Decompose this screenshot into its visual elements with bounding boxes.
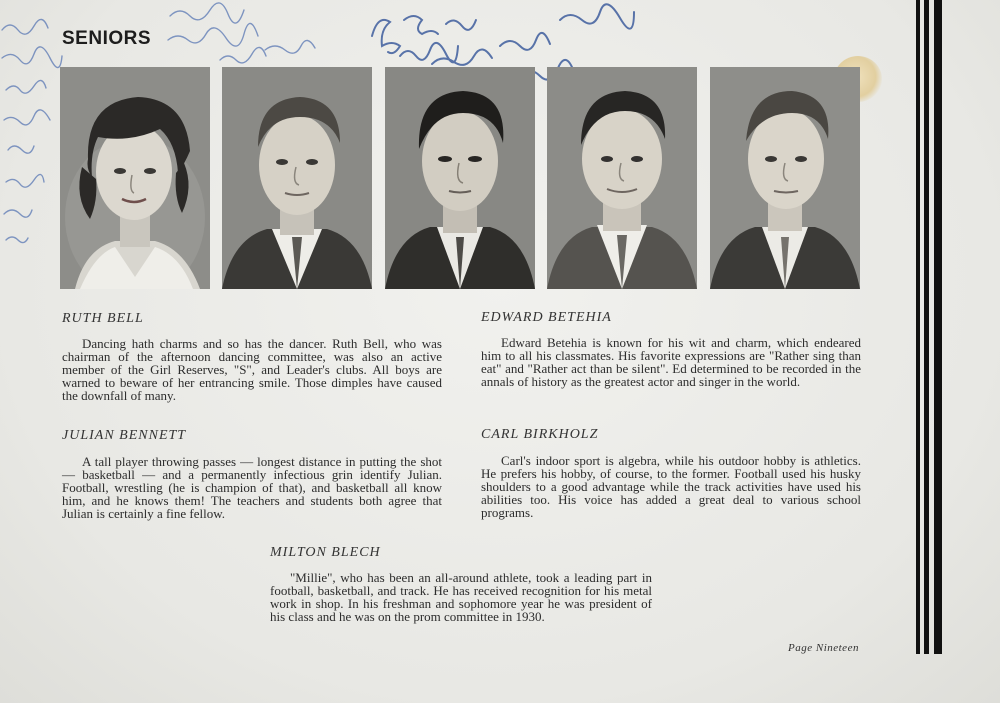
- senior-name-ruth-bell: RUTH BELL: [62, 311, 144, 326]
- senior-bio-milton-blech: "Millie", who has been an all-around athlete, took a leading part in football, basketball, and track. He has received recognition for his metal work in shop. In his freshman and sophomore year he was president of his class and he was on the prom committee in 1930.: [270, 570, 652, 624]
- portrait-image: [710, 67, 860, 289]
- senior-name-edward-betehia: EDWARD BETEHIA: [481, 310, 612, 325]
- senior-bio-edward-betehia: Edward Betehia is known for his wit and charm, which endeared him to all his classmates. His favorite expressions are "Rather sing than eat" and "Rather act than be silent". Ed determined to be recorded in the annals of history as the greatest actor and singer in the world.: [481, 335, 861, 389]
- portrait-image: [222, 67, 372, 289]
- portrait-julian-bennett: [222, 67, 372, 289]
- portrait-image: [547, 67, 697, 289]
- border-bar: [934, 0, 942, 654]
- portrait-milton-blech: [710, 67, 860, 289]
- border-bar: [924, 0, 929, 654]
- senior-name-milton-blech: MILTON BLECH: [270, 545, 381, 560]
- portrait-image: [60, 67, 210, 289]
- portrait-row: [60, 67, 860, 289]
- senior-name-julian-bennett: JULIAN BENNETT: [62, 428, 187, 443]
- section-title: SENIORS: [62, 28, 152, 49]
- portrait-edward-betehia: [385, 67, 535, 289]
- portrait-image: [385, 67, 535, 289]
- border-bar: [916, 0, 920, 654]
- portrait-carl-birkholz: [547, 67, 697, 289]
- portrait-ruth-bell: [60, 67, 210, 289]
- senior-bio-carl-birkholz: Carl's indoor sport is algebra, while his outdoor hobby is athletics. He prefers his hobby, of course, to the former. Football used his husky shoulders to a good advantage while the track activities have used his abilities too. His voice has added a great deal to various school programs.: [481, 453, 861, 520]
- senior-name-carl-birkholz: CARL BIRKHOLZ: [481, 427, 599, 442]
- senior-bio-julian-bennett: A tall player throwing passes — longest distance in putting the shot — basketball — and a permanently infectious grin identify Julian. Football, wrestling (he is champion of that), and basketball all know him, and he knows them! The teachers and students both agree that Julian is certainly a fine fellow.: [62, 454, 442, 521]
- page-number: Page Nineteen: [788, 642, 859, 654]
- decorative-border-bars: [916, 0, 946, 654]
- senior-bio-ruth-bell: Dancing hath charms and so has the dancer. Ruth Bell, who was chairman of the afternoon dancing committee, was also an active member of the Girl Reserves, "S", and Leader's clubs. All boys are warned to beware of her entrancing smile. Those dimples have caused the downfall of many.: [62, 336, 442, 403]
